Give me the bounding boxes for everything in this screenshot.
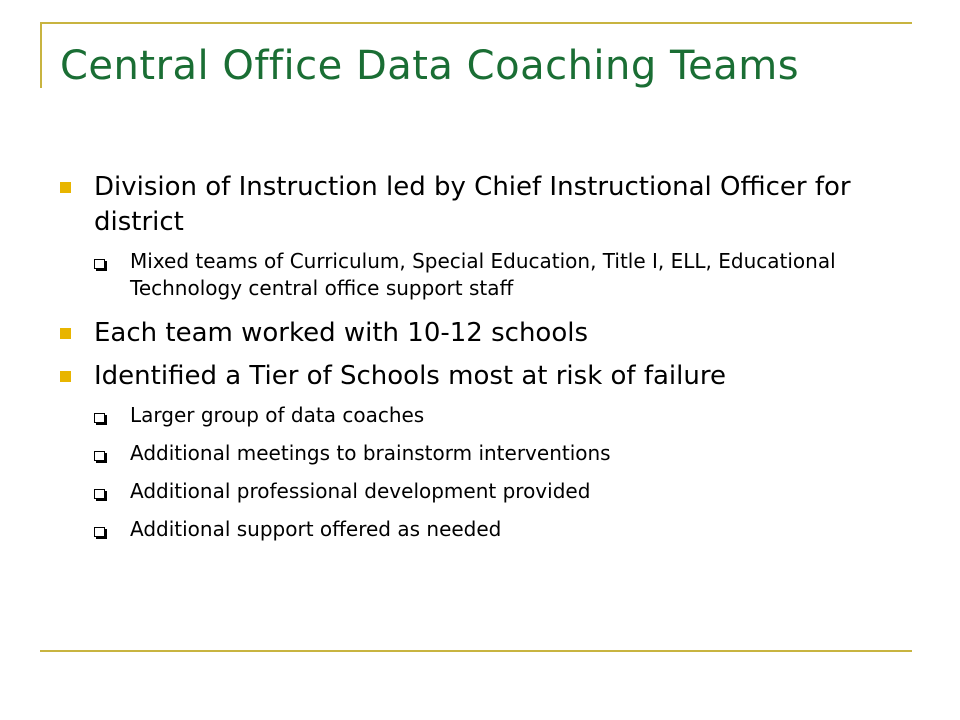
hollow-square-bullet-icon [94,489,105,499]
hollow-square-bullet-icon [94,413,105,423]
bullet-text: Division of Instruction led by Chief Instructional Officer for district [94,172,851,237]
square-bullet-icon [60,328,71,339]
bullet-item-division-of-instruction [60,170,900,240]
slide-content [60,170,900,554]
sub-bullet-text: Additional support offered as needed [130,517,502,541]
sub-bullet-text: Mixed teams of Curriculum, Special Education, Title I, ELL, Educational Technology central office support staff [130,249,836,300]
sub-bullet-text: Additional meetings to brainstorm interventions [130,441,611,465]
square-bullet-icon [60,182,71,193]
bullet-item-each-team [60,316,900,351]
hollow-square-bullet-icon [94,527,105,537]
sub-bullet-item-mixed-teams [94,248,900,302]
hollow-square-bullet-icon [94,451,105,461]
bullet-text: Each team worked with 10-12 schools [94,318,589,348]
sub-bullet-item-meetings [94,440,900,467]
top-accent-rule [40,22,912,24]
slide-title: Central Office Data Coaching Teams [60,43,800,89]
square-bullet-icon [60,371,71,382]
hollow-square-bullet-icon [94,259,105,269]
sub-bullet-item-data-coaches [94,402,900,429]
bullet-item-identified-tier [60,359,900,394]
bullet-text: Identified a Tier of Schools most at risk of failure [94,361,726,391]
sub-bullet-item-support [94,516,900,543]
sub-bullet-text: Larger group of data coaches [130,403,425,427]
bottom-accent-rule [40,650,912,652]
sub-bullet-text: Additional professional development provided [130,479,591,503]
sub-bullet-item-professional-development [94,478,900,505]
left-accent-rule [40,22,42,88]
